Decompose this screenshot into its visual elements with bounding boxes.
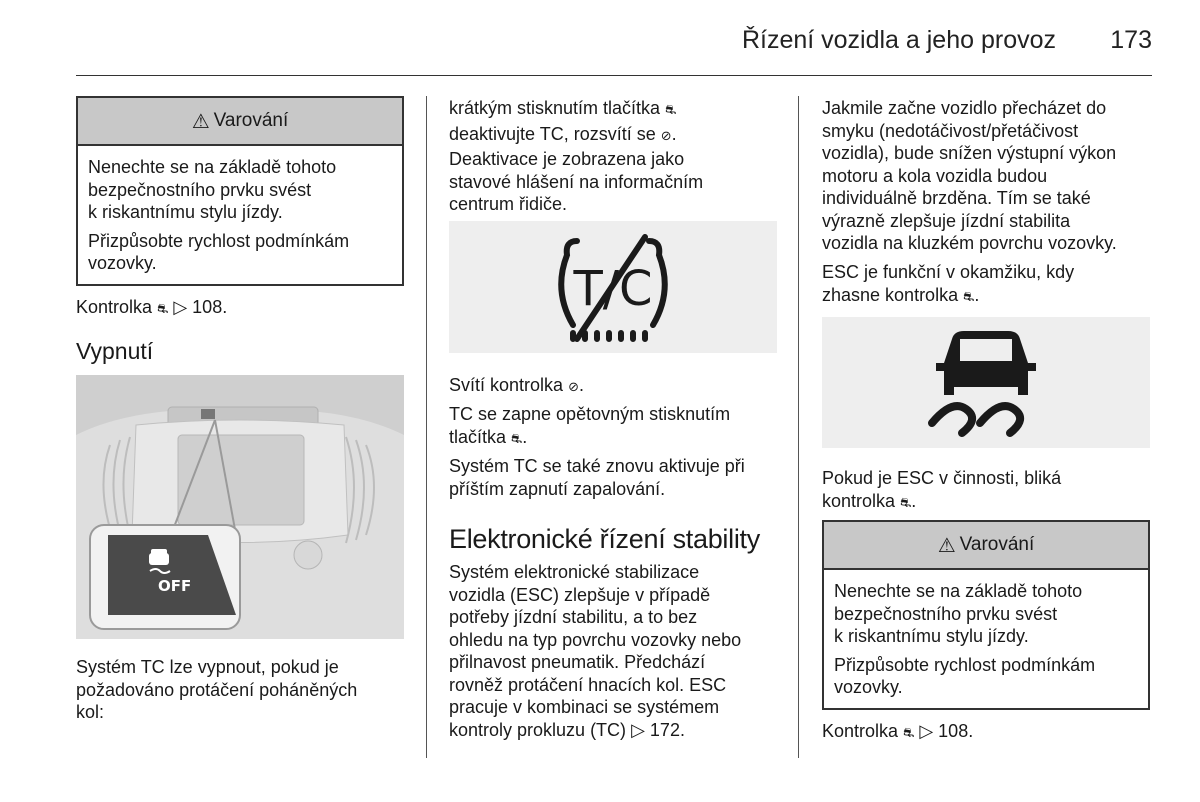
tc-off-figure-label: T/C <box>573 261 653 317</box>
text-line: zhasne kontrolka <box>822 284 959 305</box>
page-reference-arrow-icon: ▷ <box>919 721 934 741</box>
page-reference-link[interactable]: 172. <box>649 719 685 740</box>
page-number: 173 <box>1110 26 1152 54</box>
paragraph-esc-funkcni <box>822 261 1074 309</box>
text-line: krátkým stisknutím tlačítka <box>449 98 661 118</box>
text-line: smyku (nedotáčivost/přetáčivost <box>822 120 1079 141</box>
esc-skid-icon <box>822 317 1150 448</box>
text-line: . <box>671 123 677 144</box>
text-line: ohledu na typ povrchu vozovky nebo <box>449 629 742 650</box>
paragraph-vypnuti <box>76 656 357 724</box>
warning-header <box>78 98 402 146</box>
warning-line: Přizpůsobte rychlost podmínkám <box>834 654 1096 675</box>
page-reference-arrow-icon: ▷ <box>631 719 645 740</box>
warning-paragraph-2 <box>834 654 1138 699</box>
text-line: . <box>522 426 528 447</box>
text-line: . <box>911 490 917 511</box>
text-line: . <box>974 284 980 305</box>
paragraph-tc-zapne <box>449 403 730 451</box>
text-line: Deaktivace je zobrazena jako <box>449 149 685 169</box>
text-line: Systém TC se také znovu aktivuje při <box>449 456 745 476</box>
text-line: rovněž protáčení hnacích kol. ESC <box>449 674 727 695</box>
esc-skid-icon: ⛐ <box>903 726 915 741</box>
text-line: vozidla na kluzkém povrchu vozovky. <box>822 233 1117 253</box>
text-line: pracuje v kombinaci se systémem <box>449 697 720 717</box>
text-line: kol: <box>76 702 105 722</box>
warning-paragraph-2 <box>88 230 392 275</box>
tc-off-icon <box>449 221 777 353</box>
text-line: vozidla (ESC) zlepšuje v případě <box>449 584 711 605</box>
page-reference-arrow-icon: ▷ <box>173 297 188 317</box>
warning-line: Nenechte se na základě tohoto <box>88 157 337 177</box>
text-line: požadováno protáčení poháněných <box>76 679 358 700</box>
text-line: Svítí kontrolka <box>449 375 564 395</box>
esc-skid-icon: ⛐ <box>157 302 169 317</box>
esc-icon-figure <box>822 317 1150 448</box>
paragraph-esc-description <box>449 561 741 741</box>
text-line: kontrolka <box>822 490 896 511</box>
text-line: přilnavost pneumatik. Předchází <box>449 652 706 672</box>
warning-triangle-icon: ⚠ <box>191 110 210 133</box>
paragraph-tc-aktivuje <box>449 455 745 500</box>
warning-paragraph-1 <box>834 580 1138 648</box>
text-line: Pokud je ESC v činnosti, bliká <box>822 468 1062 488</box>
esc-skid-icon: ⛐ <box>963 289 975 305</box>
paragraph-deaktivace <box>449 97 784 216</box>
paragraph-esc-smyk <box>822 97 1117 255</box>
tc-off-icon: ⊘ <box>660 128 672 144</box>
page-reference-link[interactable]: 108. <box>192 297 228 317</box>
tc-off-icon: ⊘ <box>568 380 579 395</box>
kontrolka-reference-right <box>822 720 973 746</box>
text-line: Systém elektronické stabilizace <box>449 562 700 582</box>
paragraph-esc-blika <box>822 467 1061 515</box>
warning-line: bezpečnostního prvku svést <box>88 179 312 200</box>
page-reference-link[interactable]: 108. <box>938 721 974 741</box>
text-line: vozidla), bude snížen výstupní výkon <box>822 143 1117 163</box>
text-line: tlačítka <box>449 426 507 447</box>
warning-line: vozovky. <box>834 677 903 697</box>
section-heading-vypnuti: Vypnutí <box>76 338 154 364</box>
esc-skid-icon: ⛐ <box>511 431 523 447</box>
text-line: potřeby jízdní stabilitu, a to bez <box>449 607 698 627</box>
page-header-title: Řízení vozidla a jeho provoz <box>741 26 1056 54</box>
kontrolka-label: Kontrolka <box>822 721 899 741</box>
warning-box-right <box>822 520 1150 710</box>
text-line: TC se zapne opětovným stisknutím <box>449 404 731 424</box>
text-line: Systém TC lze vypnout, pokud je <box>76 657 339 677</box>
section-heading-esc: Elektronické řízení stability <box>449 524 760 554</box>
warning-box-left <box>76 96 404 286</box>
warning-line: Nenechte se na základě tohoto <box>834 581 1083 601</box>
warning-line: vozovky. <box>88 253 157 273</box>
text-line: ESC je funkční v okamžiku, kdy <box>822 262 1075 282</box>
warning-line: k riskantnímu stylu jízdy. <box>834 626 1029 646</box>
column-divider-left <box>426 96 427 758</box>
text-line: individuálně brzděna. Tím se také <box>822 188 1091 208</box>
text-line: kontroly prokluzu (TC) <box>449 719 627 740</box>
kontrolka-label: Kontrolka <box>76 297 153 317</box>
text-line: centrum řidiče. <box>449 194 568 214</box>
tc-off-icon-figure <box>449 221 777 353</box>
text-line: Jakmile začne vozidlo přecházet do <box>822 98 1107 118</box>
text-line: stavové hlášení na informačním <box>449 171 704 192</box>
text-line: výrazně zlepšuje jízdní stabilita <box>822 210 1071 231</box>
warning-title: Varování <box>213 110 289 131</box>
column-divider-right <box>798 96 799 758</box>
text-line: motoru a kola vozidla budou <box>822 165 1048 186</box>
dashboard-tc-button-figure <box>76 375 404 639</box>
kontrolka-reference-left <box>76 296 227 322</box>
header-divider <box>76 75 1152 76</box>
warning-title: Varování <box>959 534 1035 555</box>
text-line: . <box>578 375 584 395</box>
warning-line: bezpečnostního prvku svést <box>834 603 1058 624</box>
warning-triangle-icon: ⚠ <box>937 534 956 557</box>
warning-line: Přizpůsobte rychlost podmínkám <box>88 230 350 251</box>
text-line: příštím zapnutí zapalování. <box>449 478 666 499</box>
text-line: deaktivujte TC, rozsvítí se <box>449 123 656 144</box>
warning-line: k riskantnímu stylu jízdy. <box>88 202 283 222</box>
paragraph-sviti-kontrolka <box>449 374 584 400</box>
tc-off-button-label: OFF <box>158 577 192 595</box>
esc-skid-icon: ⛐ <box>900 495 912 511</box>
esc-skid-icon: ⛐ <box>665 103 677 118</box>
warning-header <box>824 522 1148 570</box>
warning-paragraph-1 <box>88 156 392 224</box>
